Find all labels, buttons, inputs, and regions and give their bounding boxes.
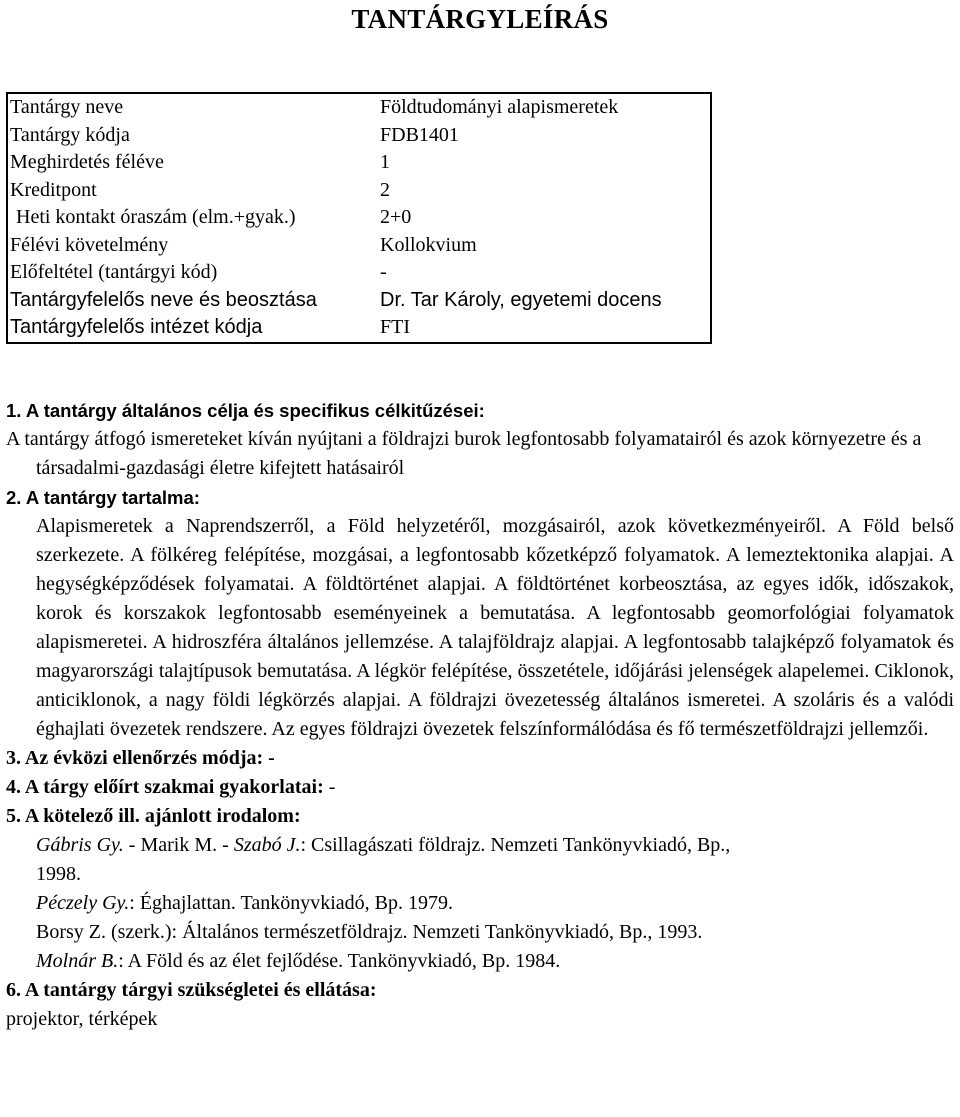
info-value: FDB1401 xyxy=(380,123,459,146)
reference-author: Molnár B. xyxy=(36,950,119,972)
table-row xyxy=(7,287,711,315)
info-value: FTI xyxy=(380,316,410,339)
reference-details: : Csillagászati földrajz. Nemzeti Tankönyvkiadó, Bp., xyxy=(300,834,731,856)
reference-item xyxy=(6,918,954,947)
reference-author: Marik M. xyxy=(140,834,218,856)
section-heading: 2. A tantárgy tartalma: xyxy=(6,487,200,508)
reference-details: : Általános természetföldrajz. Nemzeti Tankönyvkiadó, Bp., 1993. xyxy=(171,921,703,943)
table-row xyxy=(7,93,711,122)
info-value: - xyxy=(380,261,387,284)
reference-author: Szabó J. xyxy=(233,834,301,856)
reference-author: Péczely Gy. xyxy=(36,892,130,914)
info-value: 2 xyxy=(380,178,390,201)
table-row xyxy=(7,204,711,232)
info-key: Tantárgyfelelős intézet kódja xyxy=(10,316,263,339)
info-value: 2+0 xyxy=(380,206,412,229)
reference-item xyxy=(6,831,954,860)
section-heading: 1. A tantárgy általános célja és specifikus célkitűzései: xyxy=(6,400,485,421)
section-heading: 3. Az évközi ellenőrzés módja: - xyxy=(6,747,275,769)
info-key: Tantárgy neve xyxy=(10,96,124,119)
section-heading: 4. A tárgy előírt szakmai gyakorlatai: xyxy=(6,776,324,798)
course-info-table xyxy=(6,92,712,344)
info-value: Földtudományi alapismeretek xyxy=(380,96,619,119)
section-heading: 6. A tantárgy tárgyi szükségletei és ellátása: xyxy=(6,979,377,1001)
info-value: Dr. Tar Károly, egyetemi docens xyxy=(380,288,662,311)
reference-separator: - xyxy=(217,834,234,856)
table-row xyxy=(7,122,711,150)
section-heading: 5. A kötelező ill. ajánlott irodalom: xyxy=(6,805,301,827)
info-key: Előfeltétel (tantárgyi kód) xyxy=(10,261,218,284)
table-row xyxy=(7,149,711,177)
reference-item xyxy=(6,889,954,918)
reference-author: Gábris Gy. xyxy=(36,834,124,856)
info-key: Meghirdetés féléve xyxy=(10,151,164,174)
reference-list xyxy=(6,831,954,976)
table-row xyxy=(7,314,711,343)
reference-separator: - xyxy=(123,834,141,856)
table-row xyxy=(7,177,711,205)
table-row xyxy=(7,232,711,260)
section-text: projektor, térképek xyxy=(6,1008,158,1030)
reference-item-continuation: 1998. xyxy=(36,863,81,885)
reference-details: : A Föld és az élet fejlődése. Tankönyvkiadó, Bp. 1984. xyxy=(118,950,561,972)
section-heading-line xyxy=(6,773,954,802)
info-value: 1 xyxy=(380,151,390,174)
section-text: A tantárgy átfogó ismereteket kíván nyújtani a földrajzi burok legfontosabb folyamatairól és azok környezetre és a társadalmi-gazdasági életre kifejtett hatásairól xyxy=(6,428,922,479)
reference-item xyxy=(6,947,954,976)
info-key: Tantárgy kódja xyxy=(10,123,130,146)
reference-author: Borsy Z. (szerk.) xyxy=(36,921,172,943)
info-key: Tantárgyfelelős neve és beosztása xyxy=(10,288,317,311)
info-value: Kollokvium xyxy=(380,233,477,256)
table-row xyxy=(7,259,711,287)
course-description xyxy=(6,396,954,1034)
section-text: Alapismeretek a Naprendszerről, a Föld helyzetéről, mozgásairól, azok következményeiről. A Föld belső szerkezete. A fölkéreg felépítése, mozgásai, a legfontosabb kőzetképző folyamatok. A lemeztektonika alapjai. A hegységképződések folyamatai. A földtörténet alapjai. A földtörténet korbeosztása, az egyes idők, időszakok, korok és korszakok legfontosabb eseményeinek a bemutatása. A legfontosabb geomorfológiai folyamatok alapismeretei. A hidroszféra általános jellemzése. A talajföldrajz alapjai. A legfontosabb talajképző folyamatok és magyarországi talajtípusok bemutatása. A légkör felépítése, összetétele, időjárási jelenségek alapelemei. Ciklonok, anticiklonok, a nagy földi légkörzés alapjai. A földrajzi övezetesség általános ismeretei. A szoláris és a valódi éghajlati övezetek rendszere. Az egyes földrajzi övezetek felszínformálódása és fő természetföldrajzi jellemzői. xyxy=(36,515,954,740)
info-key: Heti kontakt óraszám (elm.+gyak.) xyxy=(16,206,296,229)
reference-details: : Éghajlattan. Tankönyvkiadó, Bp. 1979. xyxy=(129,892,454,914)
info-key: Kreditpont xyxy=(10,178,97,201)
section-value: - xyxy=(323,776,336,798)
info-key: Félévi követelmény xyxy=(10,233,169,256)
page-title: TANTÁRGYLEÍRÁS xyxy=(351,4,609,34)
